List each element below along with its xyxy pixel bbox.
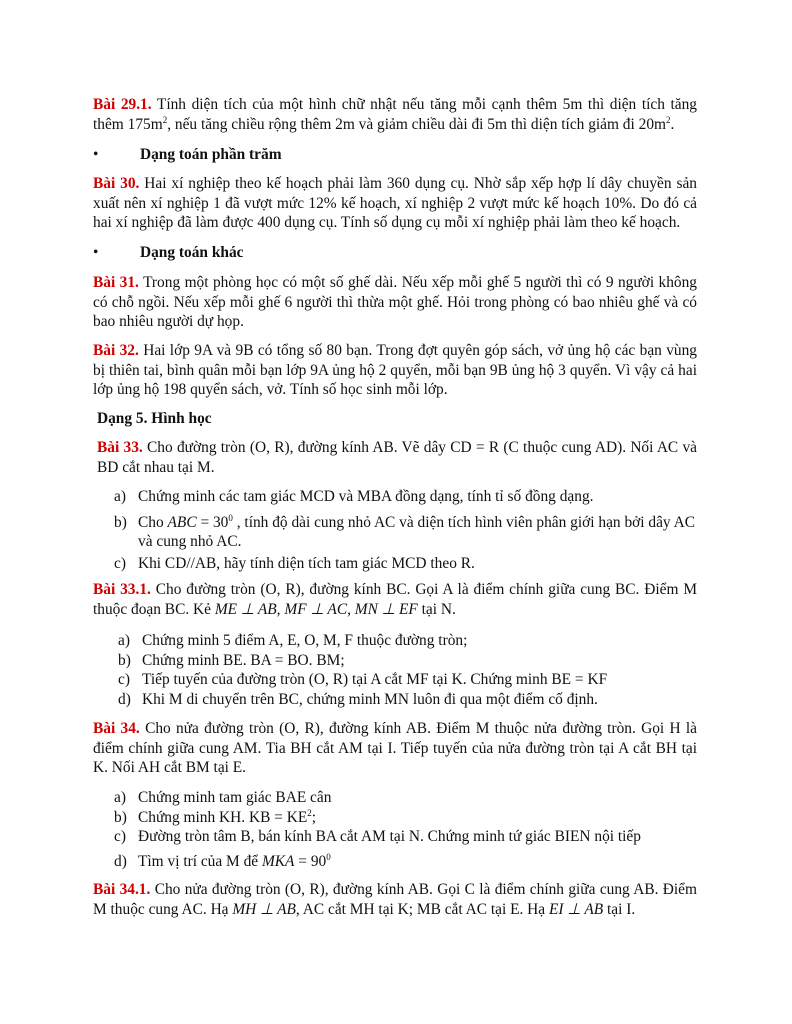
- heading-text: Dạng toán khác: [140, 244, 244, 261]
- list-marker: d): [114, 852, 127, 870]
- list-item: [114, 827, 698, 847]
- problem-label: Bài 29.1.: [93, 96, 152, 113]
- problem-text: Cho đường tròn (O, R), đường kính BC. Gọi A là điểm chính giữa cung BC. Điểm M thuộc đoạn BC. Kẻ: [93, 581, 697, 618]
- problem-text: Cho nửa đường tròn (O, R), đường kính AB. Điểm M thuộc nửa đường tròn. Gọi H là điểm chính giữa cung AM. Tia BH cắt AM tại I. Tiếp tuyến của nửa đường tròn tại A cắt BH tại K. Nối AH cắt BM tại E.: [93, 720, 697, 777]
- math-expression: EI ⊥ AB: [548, 900, 604, 918]
- list-marker: c): [114, 554, 126, 572]
- superscript: 2: [307, 807, 312, 818]
- item-text: Tìm vị trí của M để: [138, 852, 262, 870]
- item-text: Chứng minh tam giác BAE cân: [138, 789, 332, 806]
- problem-text: tại I.: [603, 900, 636, 918]
- list-marker: a): [118, 632, 130, 649]
- superscript: 2: [666, 114, 671, 125]
- item-text: Tiếp tuyến của đường tròn (O, R) tại A cắt MF tại K. Chứng minh BE = KF: [142, 671, 608, 689]
- problem-34: [93, 719, 697, 778]
- superscript: 0: [228, 512, 233, 523]
- problem-text: Cho nửa đường tròn (O, R), đường kính AB. Gọi C là điểm chính giữa cung AB. Điểm M thuộc cung AC. Hạ: [93, 881, 697, 918]
- list-marker: b): [114, 513, 127, 531]
- item-text: Khi CD//AB, hãy tính diện tích tam giác MCD theo R.: [138, 554, 475, 572]
- item-text: Chứng minh 5 điểm A, E, O, M, F thuộc đường tròn;: [142, 632, 468, 649]
- problem-33: [97, 438, 697, 477]
- list-marker: a): [114, 789, 126, 806]
- list-item: [118, 690, 698, 710]
- problem-text: Trong một phòng học có một số ghế dài. Nếu xếp mỗi ghế 5 người thì có 9 người không có chỗ ngồi. Nếu xếp mỗi ghế 6 người thì thừa một ghế. Hỏi trong phòng có bao nhiêu ghế và có bao nhiêu người dự họp.: [93, 274, 698, 331]
- item-text: , tính độ dài cung nhỏ AC và diện tích hình viên phân giới hạn bởi dây AC và cung nhỏ AC.: [138, 513, 695, 551]
- math-value: = 90: [294, 852, 327, 870]
- item-text: Chứng minh BE. BA = BO. BM;: [142, 651, 345, 669]
- problem-text: Cho đường tròn (O, R), đường kính AB. Vẽ dây CD = R (C thuộc cung AD). Nối AC và BD cắt nhau tại M.: [97, 439, 697, 476]
- item-text: Đường tròn tâm B, bán kính BA cắt AM tại N. Chứng minh tứ giác BIEN nội tiếp: [138, 828, 641, 846]
- problem-label: Bài 31.: [93, 274, 139, 291]
- list-marker: a): [114, 488, 126, 505]
- problem-31: [93, 273, 697, 332]
- bullet-icon: •: [93, 146, 99, 163]
- list-marker: b): [118, 651, 131, 669]
- item-text: ;: [311, 808, 317, 826]
- problem-text: tại N.: [417, 600, 456, 618]
- math-expression: ME ⊥ AB, MF ⊥ AC, MN ⊥ EF: [214, 600, 418, 618]
- list-marker: d): [118, 690, 131, 708]
- list-item: [118, 631, 698, 651]
- math-expression: MH ⊥ AB: [232, 900, 296, 918]
- bullet-icon: •: [93, 244, 99, 261]
- problem-text: Hai lớp 9A và 9B có tổng số 80 bạn. Trong đợt quyên góp sách, vở ủng hộ các bạn vùng bị thiên tai, bình quân mỗi bạn lớp 9A ủng hộ 2 quyển, mỗi bạn 9B ủng hộ 3 quyển. Vì vậy cả hai lớp ủng hộ 198 quyển sách, vở. Tính số học sinh mỗi lớp.: [93, 342, 697, 399]
- list-marker: c): [114, 828, 126, 846]
- problem-text: .: [670, 115, 675, 133]
- problem-33-1: [93, 580, 697, 619]
- superscript: 0: [326, 851, 331, 862]
- problem-32: [93, 341, 697, 400]
- list-marker: b): [114, 808, 127, 826]
- item-text: Cho: [138, 513, 168, 531]
- math-angle: MKA: [261, 852, 295, 870]
- item-text: Khi M di chuyển trên BC, chứng minh MN luôn đi qua một điểm cố định.: [142, 690, 598, 708]
- list-item: [114, 808, 698, 828]
- list-item: [114, 788, 698, 808]
- problem-33-parts: [114, 487, 698, 573]
- list-item: [114, 513, 698, 552]
- problem-label: Bài 34.1.: [93, 881, 151, 898]
- problem-label: Bài 33.1.: [93, 581, 151, 598]
- superscript: 2: [162, 114, 168, 125]
- problem-34-parts: [114, 788, 698, 871]
- problem-29-1: [93, 95, 697, 134]
- problem-label: Bài 30.: [93, 175, 140, 192]
- list-item: [114, 554, 698, 574]
- list-item: [118, 670, 698, 690]
- heading-text: Dạng toán phần trăm: [140, 146, 282, 163]
- problem-label: Bài 34.: [93, 720, 140, 737]
- problem-text: , nếu tăng chiều rộng thêm 2m và giảm chiều dài đi 5m thì diện tích giảm đi 20m: [167, 115, 666, 133]
- math-value: = 30: [196, 513, 229, 531]
- problem-text: , AC cắt MH tại K; MB cắt AC tại E. Hạ: [295, 900, 549, 918]
- problem-33-1-parts: [118, 631, 698, 709]
- list-item: [118, 651, 698, 671]
- item-text: Chứng minh KH. KB = KE: [138, 808, 308, 826]
- problem-text: Hai xí nghiệp theo kế hoạch phải làm 360 dụng cụ. Nhờ sắp xếp hợp lí dây chuyền sản xuất nên xí nghiệp 1 đã vượt mức 12% kế hoạch, xí nghiệp 2 vượt mức kế hoạch 10%. Do đó cả hai xí nghiệp đã làm được 400 dụng cụ. Tính số dụng cụ mỗi xí nghiệp phải làm theo kế hoạch.: [93, 175, 697, 232]
- list-item: [114, 852, 698, 872]
- problem-text: Tính diện tích của một hình chữ nhật nếu tăng mỗi cạnh thêm 5m thì diện tích tăng thêm 175m: [93, 96, 697, 133]
- problem-label: Bài 32.: [93, 342, 139, 359]
- problem-30: [93, 174, 697, 233]
- math-angle: ABC: [167, 513, 197, 531]
- list-marker: c): [118, 671, 130, 689]
- problem-34-1: [93, 880, 697, 919]
- section-heading: Dạng 5. Hình học: [97, 410, 212, 427]
- item-text: Chứng minh các tam giác MCD và MBA đồng dạng, tính tỉ số đồng dạng.: [138, 488, 594, 505]
- list-item: [114, 487, 698, 507]
- problem-label: Bài 33.: [97, 439, 143, 456]
